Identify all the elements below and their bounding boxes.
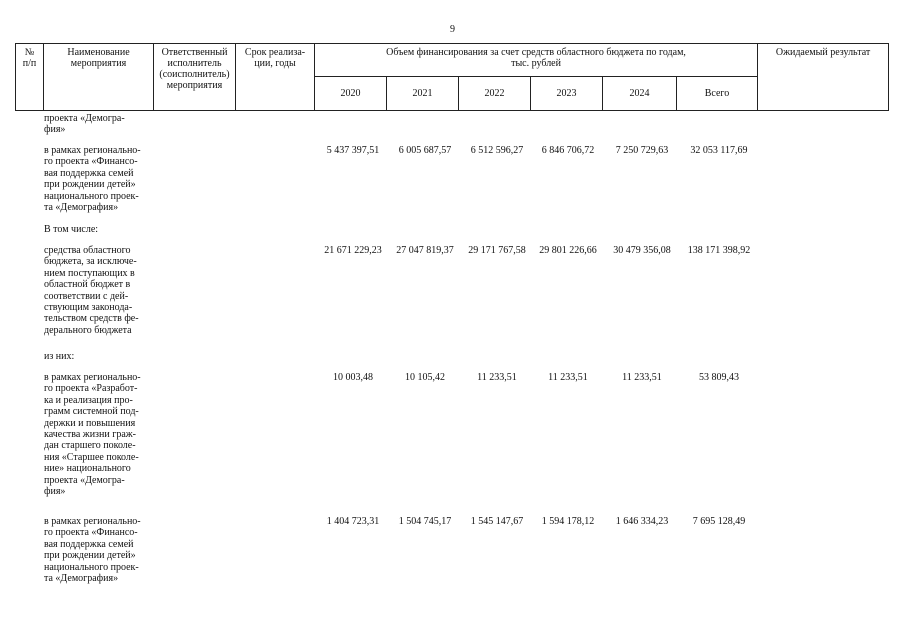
header-year-2021: 2021 [387,77,459,111]
header-year-2020: 2020 [315,77,387,111]
value-2024: 1 646 334,23 [615,516,669,527]
row-label: из них: [44,351,75,362]
value-2023: 11 233,51 [548,372,588,383]
header-result: Ожидаемый результат [758,44,889,111]
value-total: 53 809,43 [699,372,739,383]
row-label: средства областного бюджета, за исключе- нием поступающих в областной бюджет в соответствии с дей- ствующим законода- тельством средств фе- дерального бюджета [44,245,139,336]
value-2023: 6 846 706,72 [541,145,595,156]
header-name: Наименование мероприятия [44,44,154,111]
header-term: Срок реализа- ции, годы [236,44,315,111]
row-label: в рамках регионально- го проекта «Финансо- вая поддержка семей при рождении детей» национального проек- та «Демография» [44,145,141,214]
row-label: В том числе: [44,224,99,235]
value-2021: 6 005 687,57 [398,145,452,156]
value-total: 7 695 128,49 [692,516,746,527]
value-2022: 29 171 767,58 [468,245,526,256]
page-number: 9 [450,24,455,35]
row-label: в рамках регионально- го проекта «Финансо- вая поддержка семей при рождении детей» национального проек- та «Демография» [44,516,141,585]
header-num: № п/п [16,44,44,111]
table-header [15,43,889,111]
value-2023: 29 801 226,66 [539,245,597,256]
value-2022: 11 233,51 [477,372,517,383]
row-label: в рамках регионально- го проекта «Разработ- ка и реализация про- грамм системной под- держки и повышения качества жизни граж- дан старшего поколе- ния «Старшее поколе- ние» национального проекта «Демогра- фия» [44,372,141,498]
value-2024: 7 250 729,63 [615,145,669,156]
header-funding: Объем финансирования за счет средств областного бюджета по годам, тыс. рублей [315,44,758,77]
header-year-2022: 2022 [459,77,531,111]
value-2020: 1 404 723,31 [326,516,380,527]
value-2024: 30 479 356,08 [613,245,671,256]
value-total: 32 053 117,69 [690,145,748,156]
header-responsible: Ответственный исполнитель (соисполнитель) мероприятия [154,44,236,111]
value-2021: 10 105,42 [405,372,445,383]
header-year-2024: 2024 [603,77,677,111]
table-body [0,110,905,640]
value-total: 138 171 398,92 [687,245,751,256]
value-2020: 5 437 397,51 [326,145,380,156]
value-2021: 27 047 819,37 [396,245,454,256]
value-2021: 1 504 745,17 [398,516,452,527]
header-total: Всего [677,77,758,111]
row-label: проекта «Демогра- фия» [44,113,125,136]
value-2022: 6 512 596,27 [470,145,524,156]
value-2022: 1 545 147,67 [470,516,524,527]
value-2023: 1 594 178,12 [541,516,595,527]
value-2024: 11 233,51 [622,372,662,383]
header-year-2023: 2023 [531,77,603,111]
value-2020: 21 671 229,23 [324,245,382,256]
value-2020: 10 003,48 [333,372,373,383]
